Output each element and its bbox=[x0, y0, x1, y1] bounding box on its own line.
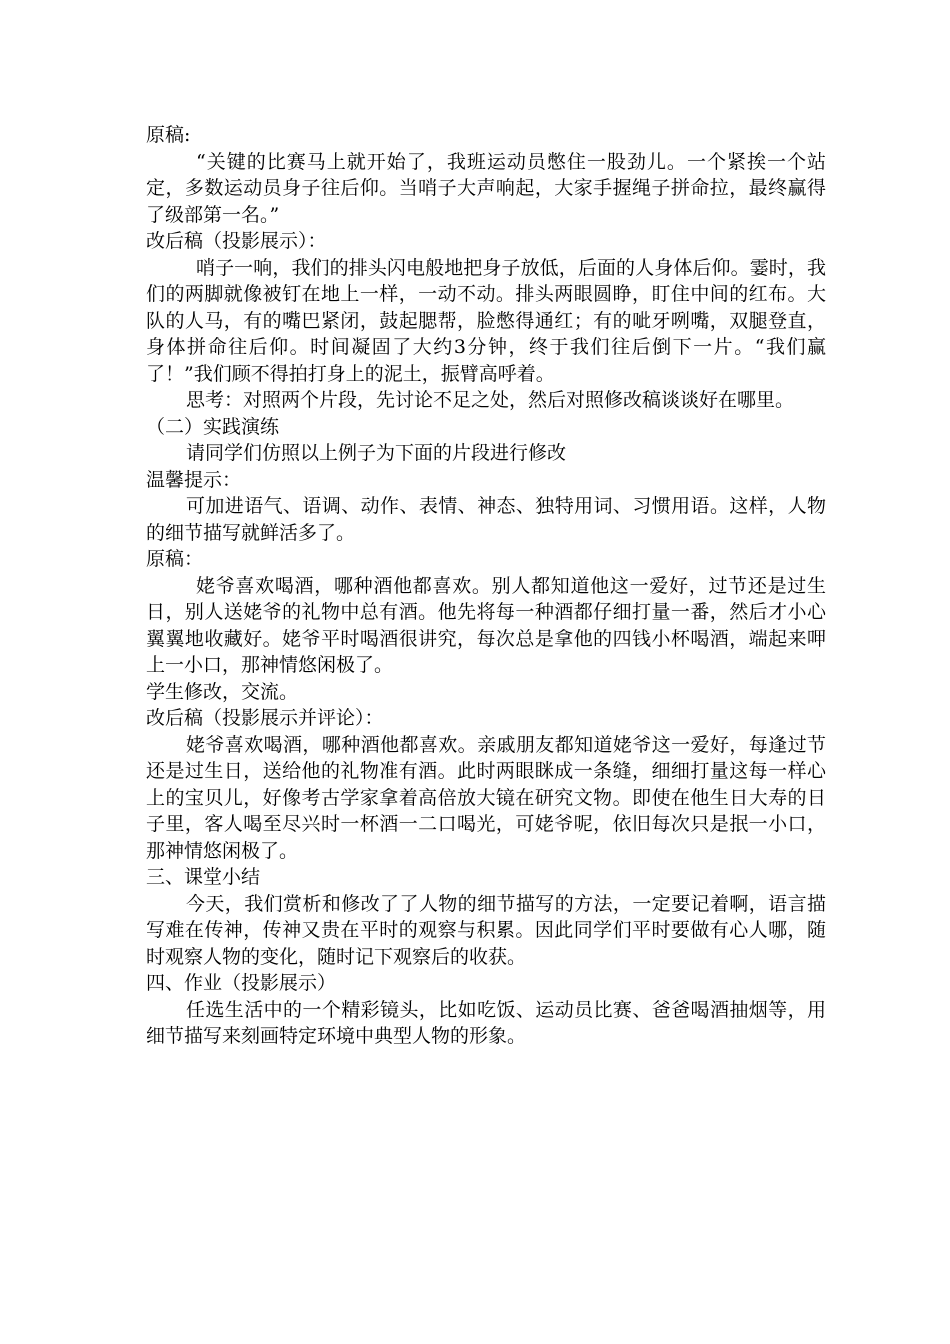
revised-draft-paragraph-1: 哨子一响，我们的排头闪电般地把身子放低，后面的人身体后仰。霎时，我们的两脚就像被钉在地上一样，一动不动。排头两眼圆睁，盯住中间的红布。大队的人马，有的嘴巴紧闭，鼓起腮帮，脸憋得通红；有的呲牙咧嘴，双腿登直，身体拼命往后仰。时间凝固了大约3分钟，终于我们往后倒下一片。“我们赢了！”我们顾不得拍打身上的泥土，振臂高呼着。 bbox=[146, 256, 826, 385]
homework-section-heading: 四、作业（投影展示） bbox=[146, 972, 337, 994]
revised-draft-label-1: 改后稿（投影展示）： bbox=[146, 230, 327, 252]
original-draft-paragraph-2: 姥爷喜欢喝酒，哪种酒他都喜欢。别人都知道他这一爱好，过节还是过生日，别人送姥爷的礼物中总有酒。他先将每一种酒都仔细打量一番，然后才小心翼翼地收藏好。姥爷平时喝酒很讲究，每次总是拿他的四钱小杯喝酒，端起来呷上一小口，那神情悠闲极了。 bbox=[146, 574, 826, 676]
tips-label: 温馨提示： bbox=[146, 468, 242, 491]
summary-paragraph: 今天，我们赏析和修改了了人物的细节描写的方法，一定要记着啊，语言描写难在传神，传神又贵在平时的观察与积累。因此同学们平时要做有心人哪，随时观察人物的变化，随时记下观察后的收获。 bbox=[146, 892, 826, 968]
document-body bbox=[146, 122, 826, 1050]
reflection-paragraph: 思考：对照两个片段，先讨论不足之处，然后对照修改稿谈谈好在哪里。 bbox=[186, 389, 795, 411]
student-revision-note: 学生修改，交流。 bbox=[146, 680, 299, 703]
revised-draft-label-2: 改后稿（投影展示并评论）： bbox=[146, 707, 384, 729]
original-draft-label-2: 原稿： bbox=[146, 548, 204, 570]
summary-section-heading: 三、课堂小结 bbox=[146, 866, 261, 888]
practice-section-heading: （二）实践演练 bbox=[146, 415, 280, 438]
revised-draft-paragraph-2: 姥爷喜欢喝酒，哪种酒他都喜欢。亲戚朋友都知道姥爷这一爱好，每逢过节还是过生日，送给他的礼物准有酒。此时两眼眯成一条缝，细细打量这每一样心上的宝贝儿，好像考古学家拿着高倍放大镜在研究文物。即使在他生日大寿的日子里，客人喝至尽兴时一杯酒一二口喝光，可姥爷呢，依旧每次只是抿一小口，那神情悠闲极了。 bbox=[146, 733, 826, 862]
original-draft-paragraph-1: “关键的比赛马上就开始了，我班运动员憋住一股劲儿。一个紧挨一个站定，多数运动员身子往后仰。当哨子大声响起，大家手握绳子拼命拉，最终赢得了级部第一名。” bbox=[146, 150, 826, 226]
homework-paragraph: 任选生活中的一个精彩镜头，比如吃饭、运动员比赛、爸爸喝酒抽烟等，用细节描写来刻画特定环境中典型人物的形象。 bbox=[146, 998, 826, 1047]
original-draft-label-1: 原稿: bbox=[146, 124, 191, 146]
practice-instruction: 请同学们仿照以上例子为下面的片段进行修改 bbox=[186, 442, 567, 464]
tips-paragraph: 可加进语气、语调、动作、表情、神态、独特用词、习惯用语。这样，人物的细节描写就鲜活多了。 bbox=[146, 495, 826, 544]
